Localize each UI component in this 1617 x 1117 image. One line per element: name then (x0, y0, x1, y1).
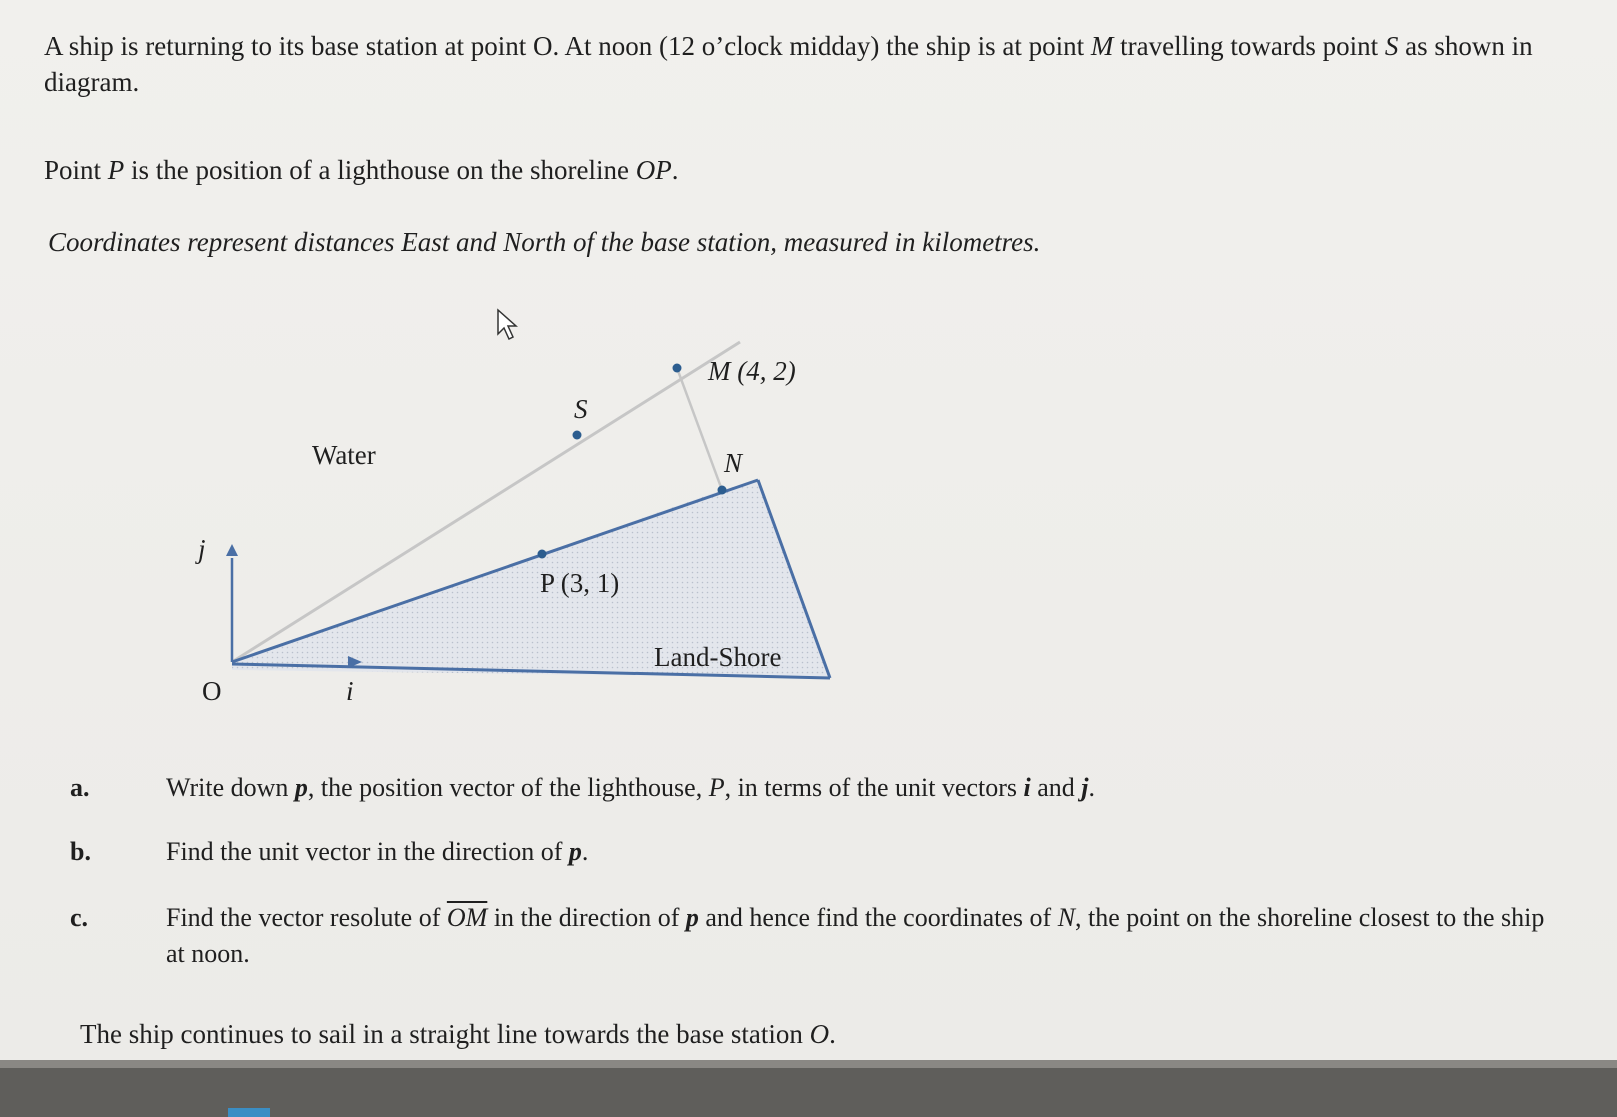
label-water: Water (312, 440, 376, 470)
text-run: and hence find the coordinates of (698, 903, 1058, 932)
label-p: P (3, 1) (540, 568, 620, 598)
label-i: i (346, 676, 354, 706)
intro-paragraph (44, 28, 1604, 100)
intro-text: Point (44, 155, 108, 185)
intro-text: A ship is returning to its base station at point O. At noon (12 o’clock midday) the ship is at point (44, 31, 1091, 61)
point-n-dot (718, 486, 727, 495)
point-p-dot (538, 550, 547, 559)
vector-p: p (568, 837, 582, 866)
screen-bottom-bar (0, 1060, 1617, 1117)
vector-p: p (294, 773, 308, 802)
text-run: Write down (166, 773, 295, 802)
vector-om: $\overline{OM}$ (446, 903, 488, 932)
intro-text: is the position of a lighthouse on the shoreline (124, 155, 636, 185)
unit-vector-j: j (1081, 773, 1089, 802)
point-m-dot (673, 364, 682, 373)
label-j: j (198, 534, 206, 564)
question-text (166, 900, 1546, 972)
point-s-ref: S (1384, 31, 1399, 61)
point-m-ref: M (1090, 31, 1114, 61)
shoreline-ref: OP (635, 155, 672, 185)
question-text (166, 834, 1546, 870)
text-run: . (1088, 773, 1096, 802)
bar-strip (0, 1060, 1617, 1068)
intro-text: . (671, 155, 679, 185)
vector-p: p (685, 903, 699, 932)
point-s-dot (573, 431, 582, 440)
perpendicular-line (677, 368, 722, 490)
label-land-shore: Land-Shore (654, 642, 782, 672)
label-n: N (724, 448, 743, 478)
text-run: . (829, 1019, 836, 1049)
text-run: and (1030, 773, 1082, 802)
ship-diagram (180, 300, 900, 760)
question-letter: c. (70, 903, 89, 932)
label-s: S (574, 394, 588, 424)
text-run: in the direction of (487, 903, 686, 932)
text-run: The ship continues to sail in a straight line towards the base station (80, 1019, 810, 1049)
point-n-ref: N (1057, 903, 1076, 932)
question-letter: a. (70, 773, 90, 802)
j-arrow-icon (226, 544, 238, 556)
text-run: , the point on the shoreline closest to the ship at noon. (166, 903, 1545, 968)
point-p-ref: P (708, 773, 725, 802)
final-statement (80, 1016, 836, 1052)
taskbar-accent[interactable] (228, 1108, 270, 1117)
mouse-cursor-icon (496, 308, 522, 342)
text-run: , the position vector of the lighthouse, (307, 773, 709, 802)
text-run: , in terms of the unit vectors (724, 773, 1024, 802)
label-origin: O (202, 676, 222, 706)
question-text (166, 770, 1546, 806)
intro-text: travelling towards point (1113, 31, 1385, 61)
unit-vector-i: i (1023, 773, 1031, 802)
text-run: Find the unit vector in the direction of (166, 837, 569, 866)
coordinates-note: Coordinates represent distances East and North of the base station, measured in kilometres. (48, 227, 1041, 257)
point-p-ref: P (107, 155, 125, 185)
text-run: . (581, 837, 589, 866)
text-run: Find the vector resolute of (166, 903, 447, 932)
label-m: M (4, 2) (708, 356, 796, 386)
intro-text: as shown in diagram. (44, 31, 1533, 97)
question-letter: b. (70, 837, 91, 866)
point-o-ref: O (809, 1019, 830, 1049)
lighthouse-paragraph (44, 152, 678, 188)
